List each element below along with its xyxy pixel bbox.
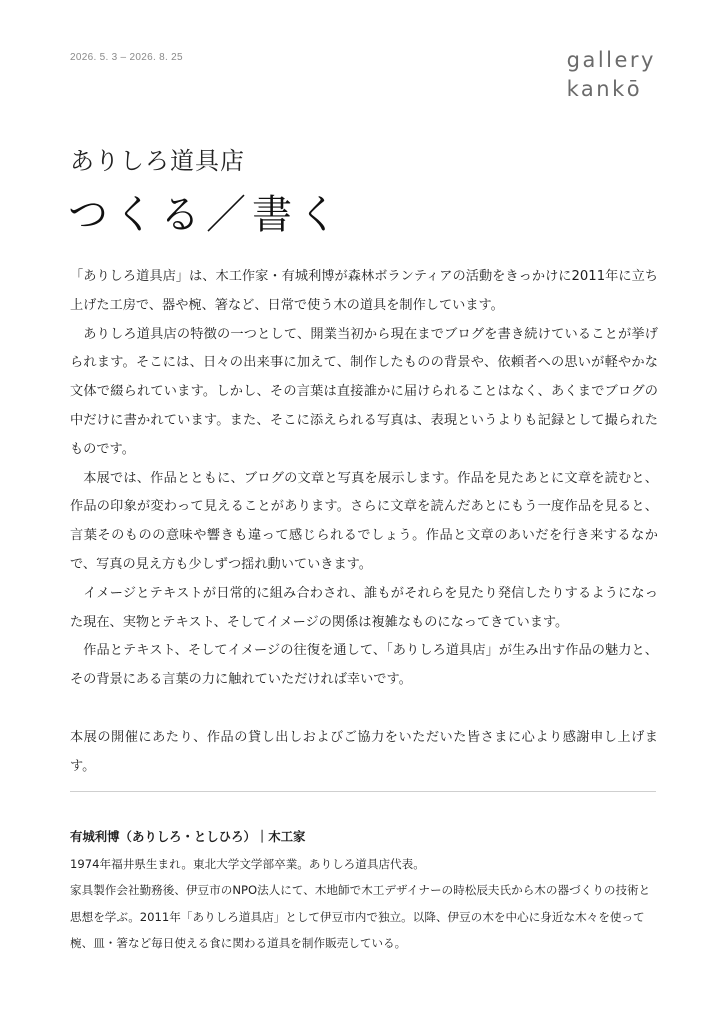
statement-paragraph-1: 「ありしろ道具店」は、木工作家・有城利博が森林ボランティアの活動をきっかけに2011年に立ち上げた工房で、器や椀、箸など、日常で使う木の道具を制作しています。 xyxy=(70,269,658,313)
artist-name: 有城利博（ありしろ・としひろ）｜木工家 xyxy=(70,829,306,844)
statement-paragraph-5: 作品とテキスト、そしてイメージの往復を通して、「ありしろ道具店」が生み出す作品の魅力と、その背景にある言葉の力に触れていただければ幸いです。 xyxy=(70,643,658,688)
artist-bio xyxy=(70,824,658,957)
statement-paragraph-2: ありしろ道具店の特徴の一つとして、開業当初から現在までブログを書き続けていることが挙げられます。そこには、日々の出来事に加えて、制作したものの背景や、依頼者への思いが軽やかな文体で綴られています。しかし、その言葉は直接誰かに届けられることはなく、あくまでブログの中だけに書かれています。また、そこに添えられる写真は、表現というよりも記録として撮られたものです。 xyxy=(70,326,658,457)
acknowledgement: 本展の開催にあたり、作品の貸し出しおよびご協力をいただいた皆さまに心より感謝申し上げます。 xyxy=(70,729,658,774)
logo-line-kanko: kankō xyxy=(566,77,643,101)
gallery-logo xyxy=(567,46,656,104)
artist-career: 家具製作会社勤務後、伊豆市のNPO法人にて、木地師で木工デザイナーの時松辰夫氏から木の器づくりの技術と思想を学ぶ。2011年「ありしろ道具店」として伊豆市内で独立。以降、伊豆の木を中心に身近な木々を使って椀、皿・箸など毎日使える食に関わる道具を制作販売している。 xyxy=(70,883,651,950)
exhibition-dates: 2026. 5. 3 – 2026. 8. 25 xyxy=(70,52,183,63)
logo-line-gallery: gallery xyxy=(566,48,656,72)
divider xyxy=(70,791,656,792)
statement-paragraph-3: 本展では、作品とともに、ブログの文章と写真を展示します。作品を見たあとに文章を読むと、作品の印象が変わって見えることがあります。さらに文章を読んだあとにもう一度作品を見ると、言葉そのものの意味や響きも違って感じられるでしょう。作品と文章のあいだを行き来するなかで、写真の見え方も少しずつ揺れ動いていきます。 xyxy=(70,470,658,572)
shop-name: ありしろ道具店 xyxy=(70,147,245,175)
statement-body xyxy=(70,263,658,781)
statement-paragraph-4: イメージとテキストが日常的に組み合わされ、誰もがそれらを見たり発信したりするようになった現在、実物とテキスト、そしてイメージの関係は複雑なものになってきています。 xyxy=(70,585,658,630)
artist-born: 1974年福井県生まれ。東北大学文学部卒業。ありしろ道具店代表。 xyxy=(70,856,425,871)
exhibition-title: つくる／書く xyxy=(68,192,344,238)
